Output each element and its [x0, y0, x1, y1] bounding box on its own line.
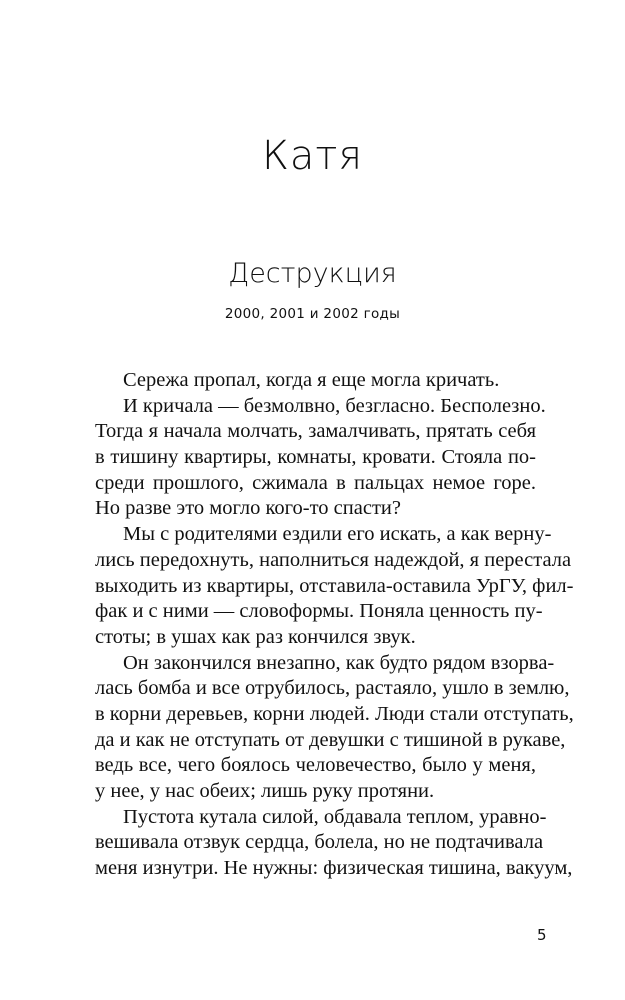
text-line: лись передохнуть, наполниться надеждой, я перестала	[95, 548, 572, 571]
text-line: меня изнутри. Не нужны: физическая тишина, вакуум,	[95, 857, 573, 880]
paragraph	[95, 368, 536, 394]
text-line: Тогда я начала молчать, замалчивать, прятать себя	[95, 420, 536, 443]
text-line: Но разве это могло кого-то спасти?	[95, 497, 401, 520]
text-line: стоты; в ушах как раз кончился звук.	[95, 625, 416, 648]
text-line: в корни деревьев, корни людей. Люди стали отступать,	[95, 702, 574, 725]
paragraph	[95, 394, 546, 522]
text-line: фак и с ними — словоформы. Поняла ценность пу-	[95, 600, 543, 623]
page-number: 5	[537, 926, 547, 944]
text-line: Мы с родителями ездили его искать, а как верну-	[123, 523, 552, 546]
text-line: среди прошлого, сжимала в пальцах немое горе.	[95, 471, 536, 494]
chapter-title: Катя	[261, 133, 364, 179]
text-line: лась бомба и все отрубилось, растаяло, ушло в землю,	[95, 677, 570, 700]
text-line: вешивала отзвук сердца, болела, но не подтачивала	[95, 831, 544, 854]
text-line: Пустота кутала силой, обдавала теплом, уравно-	[123, 805, 547, 828]
text-line: ведь все, чего боялось человечество, было у меня,	[95, 754, 536, 777]
paragraph	[95, 522, 574, 650]
text-line: Он закончился внезапно, как будто рядом взорва-	[123, 651, 555, 674]
section-subtitle: 2000, 2001 и 2002 годы	[224, 306, 401, 322]
text-line: И кричала — безмолвно, безгласно. Бесполезно.	[123, 394, 546, 417]
text-line: Сережа пропал, когда я еще могла кричать.	[123, 369, 500, 391]
body-text	[95, 368, 574, 882]
text-line: да и как не отступать от девушки с тишиной в рукаве,	[95, 728, 566, 751]
paragraph	[95, 805, 573, 882]
section-title: Деструкция	[228, 258, 397, 289]
text-line: в тишину квартиры, комнаты, кровати. Стояла по-	[95, 446, 536, 469]
text-line: у нее, у нас обеих; лишь руку протяни.	[95, 780, 435, 802]
text-line: выходить из квартиры, отставила-оставила УрГУ, фил-	[95, 574, 574, 597]
paragraph	[95, 651, 574, 805]
